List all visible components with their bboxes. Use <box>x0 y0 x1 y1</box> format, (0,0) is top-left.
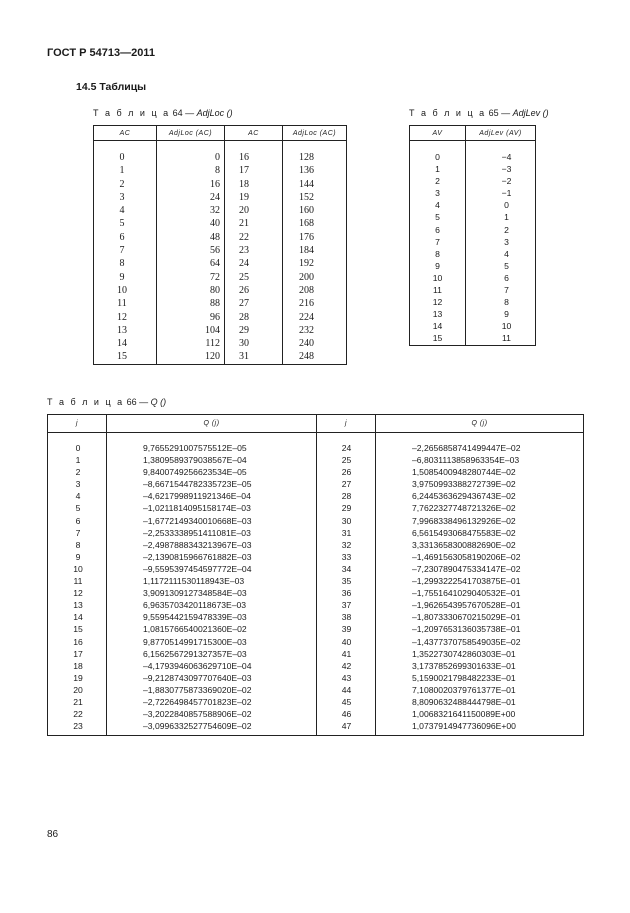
table66-cell-j: 12 <box>73 588 83 599</box>
table66-cell-q: 3,9091309127348584E–03 <box>143 588 247 599</box>
table64-cell-ac: 22 <box>239 231 249 243</box>
table66-cell-j-column <box>317 442 375 732</box>
table65-caption <box>409 108 549 118</box>
table66-cell-q: –3,0996332527754609E–02 <box>143 721 252 732</box>
table66-cell-j: 16 <box>73 636 83 647</box>
table64-cell-ac: 2 <box>119 178 125 190</box>
page-number: 86 <box>47 829 59 840</box>
table65-cell-av: 8 <box>435 248 440 259</box>
table64-cell-ac: 26 <box>239 284 249 296</box>
table66-cell-q: –1,8830775873369020E–02 <box>143 684 252 695</box>
table65-cell-adjlev: 2 <box>504 224 509 235</box>
table66-cell-q: 9,8770514991715300E–03 <box>143 636 247 647</box>
table65-cell-adjlev: −2 <box>501 176 512 187</box>
table65-cell-av: 3 <box>435 188 440 199</box>
table66-cell-j: 36 <box>341 588 352 599</box>
table66-cell-q: 1,3809589379038567E–04 <box>143 455 247 466</box>
table66-header-j-1: j <box>48 415 107 433</box>
table66-header-j-2: j <box>317 415 376 433</box>
table66-cell-q: –1,6772149340010668E–03 <box>143 515 252 526</box>
table64-cell-ac: 3 <box>119 191 125 203</box>
table65-caption-rest: 65 — <box>486 108 513 118</box>
table65-cell-adjlev-column <box>466 151 535 345</box>
table66-cell-j: 42 <box>341 660 352 671</box>
table64-header-row <box>94 126 347 141</box>
table64-cell-ac: 25 <box>239 271 249 283</box>
table64-cell-adjloc: 8 <box>215 165 220 177</box>
table65-header-adjlev: AdjLev (AV) <box>466 126 536 141</box>
table66-cell-j: 39 <box>341 624 352 635</box>
table66-cell-j: 20 <box>73 684 83 695</box>
table64-cell-adjloc: 72 <box>210 271 220 283</box>
table64-cell-ac: 29 <box>239 324 249 336</box>
table66-cell-q: –1,2993222541703875E–01 <box>412 576 521 587</box>
table66-cell-j: 17 <box>73 648 83 659</box>
table65-col-adjlev <box>466 141 536 346</box>
table66-cell-j: 13 <box>73 600 83 611</box>
table64-cell-ac: 15 <box>117 351 127 363</box>
table65 <box>409 125 536 346</box>
table66-cell-j: 9 <box>75 551 81 562</box>
table66-cell-j: 6 <box>75 515 81 526</box>
table65-header-row <box>410 126 536 141</box>
table66-cell-j: 5 <box>75 503 81 514</box>
table66-cell-j: 10 <box>73 563 83 574</box>
table66-cell-q: 6,2445363629436743E–02 <box>412 491 516 502</box>
table66-cell-q: 7,1080020379761377E–01 <box>412 684 516 695</box>
table66-cell-q: –8,6671544782335723E–05 <box>143 479 252 490</box>
table66-cell-q: 1,3522730742860303E–01 <box>412 648 516 659</box>
table66 <box>47 414 584 736</box>
table66-cell-q: 5,1590021798482233E–01 <box>412 672 516 683</box>
table66-cell-q: –1,7551641029040532E–01 <box>412 588 521 599</box>
table66-cell-j: 32 <box>341 539 352 550</box>
table66-cell-q: 1,0737914947736096E+00 <box>412 721 516 732</box>
table65-cell-adjlev: 6 <box>504 272 509 283</box>
table66-cell-j: 44 <box>341 684 352 695</box>
section-title: 14.5 Таблицы <box>76 81 147 93</box>
table66-cell-q: 3,1737852699301633E–01 <box>412 660 516 671</box>
table66-cell-q: –2,2533338951411081E–03 <box>143 527 251 538</box>
table66-caption-prefix: Т а б л и ц а <box>47 397 125 407</box>
table64-header-adjloc-1: AdjLoc (AC) <box>157 126 225 141</box>
table64-cell-adjloc: 88 <box>210 298 220 310</box>
table66-cell-q: –2,7226498457701823E–02 <box>143 696 252 707</box>
table66-cell-q: –6,8031113858963354E–03 <box>412 455 520 466</box>
table64-cell-ac: 14 <box>117 338 127 350</box>
table65-cell-adjlev: 10 <box>501 321 512 332</box>
table65-cell-adjlev: −1 <box>501 188 512 199</box>
table64-cell-adjloc: 56 <box>210 245 220 257</box>
table66-cell-j: 19 <box>73 672 83 683</box>
table64-cell-adjloc: 48 <box>210 231 220 243</box>
table66-cell-j: 18 <box>73 660 83 671</box>
table66-cell-j: 41 <box>341 648 352 659</box>
table64-cell-adjloc: 160 <box>299 205 314 217</box>
table64-cell-ac: 23 <box>239 245 249 257</box>
table66-cell-q: 1,1172111530118943E–03 <box>143 576 245 587</box>
table66-cell-j: 37 <box>341 600 352 611</box>
table64-caption-prefix: Т а б л и ц а <box>93 108 171 118</box>
table65-cell-av: 0 <box>435 152 440 162</box>
table66-cell-j: 28 <box>341 491 352 502</box>
table66-cell-q-column <box>376 442 583 732</box>
table64-cell-adjloc: 200 <box>299 271 314 283</box>
table64-cell-ac: 10 <box>117 284 127 296</box>
table66-cell-q: –2,2656858741499447E–02 <box>412 443 521 453</box>
table64-cell-ac: 27 <box>239 298 249 310</box>
table65-cell-adjlev: 0 <box>504 200 509 211</box>
table66-header-q-2: Q (j) <box>376 415 584 433</box>
table66-header-q-1: Q (j) <box>107 415 317 433</box>
table66-cell-q: –1,2097653136035738E–01 <box>412 624 521 635</box>
table66-cell-q: 6,9635703420118673E–03 <box>143 600 247 611</box>
table65-cell-av: 6 <box>435 224 440 235</box>
table65-cell-av: 1 <box>435 164 440 175</box>
table64-cell-ac: 18 <box>239 178 249 190</box>
table66-cell-q: 1,5085400948280744E–02 <box>412 467 516 478</box>
table64-col-adjloc-1 <box>157 141 225 365</box>
table66-cell-q: –2,1390815966761882E–03 <box>143 551 252 562</box>
table66-cell-j: 40 <box>341 636 352 647</box>
table64 <box>93 125 347 365</box>
table64-cell-adjloc: 0 <box>215 152 220 163</box>
table64-cell-adjloc: 224 <box>299 311 314 323</box>
table66-cell-q: 3,3313658300882690E–02 <box>412 539 516 550</box>
table64-cell-adjloc: 152 <box>299 191 314 203</box>
table66-col-q-1 <box>107 433 317 736</box>
table64-cell-adjloc: 104 <box>205 324 220 336</box>
table66-cell-j: 14 <box>73 612 83 623</box>
table66-cell-j: 43 <box>341 672 352 683</box>
table64-header-adjloc-2: AdjLoc (AC) <box>283 126 347 141</box>
table65-col-av <box>410 141 466 346</box>
table66-cell-j: 33 <box>341 551 352 562</box>
table66-cell-q: 9,7655291007575512E–05 <box>143 443 247 453</box>
table65-cell-adjlev: 5 <box>504 260 509 271</box>
table64-cell-adjloc: 80 <box>210 284 220 296</box>
table66-cell-j: 21 <box>73 696 83 707</box>
table64-cell-adjloc: 112 <box>205 338 220 350</box>
table65-cell-adjlev: −3 <box>501 164 512 175</box>
table64-cell-adjloc: 64 <box>210 258 220 270</box>
table65-cell-adjlev: 1 <box>504 212 509 223</box>
table65-cell-adjlev: 7 <box>504 285 509 296</box>
table64-cell-ac: 7 <box>119 245 125 257</box>
table64-cell-adjloc: 120 <box>205 351 220 363</box>
table64-cell-ac: 11 <box>117 298 127 310</box>
table64-cell-ac: 1 <box>119 165 125 177</box>
table66-cell-q: –9,5595397454597772E–04 <box>143 563 252 574</box>
table64-body <box>94 141 347 365</box>
table66-cell-j-column <box>48 442 106 732</box>
table64-cell-ac: 4 <box>119 205 125 217</box>
table64-cell-adjloc: 168 <box>299 218 314 230</box>
table66-cell-j: 4 <box>75 491 81 502</box>
table66-cell-q: 6,5615493068475583E–02 <box>412 527 516 538</box>
table65-header-av: AV <box>410 126 466 141</box>
table66-cell-j: 2 <box>75 467 81 478</box>
table65-cell-adjlev: 8 <box>504 297 509 308</box>
table66-cell-j: 45 <box>341 696 352 707</box>
table64-col-ac-1 <box>94 141 157 365</box>
table65-cell-av: 13 <box>432 309 443 320</box>
table66-cell-q: –1,0211814095158174E–03 <box>143 503 251 514</box>
table66-cell-j: 1 <box>75 455 81 466</box>
table65-cell-adjlev: 9 <box>504 309 509 320</box>
table66-cell-j: 7 <box>75 527 81 538</box>
table65-cell-av: 2 <box>435 176 440 187</box>
table65-cell-adjlev: 3 <box>504 236 509 247</box>
table64-cell-adjloc: 192 <box>299 258 314 270</box>
table66-cell-q: –1,4691563058190206E–02 <box>412 551 521 562</box>
table66-cell-j: 23 <box>73 721 83 732</box>
table64-cell-adjloc: 208 <box>299 284 314 296</box>
table64-header-ac-1: AC <box>94 126 157 141</box>
table64-cell-adjloc: 216 <box>299 298 314 310</box>
table64-cell-ac: 13 <box>117 324 127 336</box>
table64-cell-adjloc: 232 <box>299 324 314 336</box>
table64-caption <box>93 108 233 118</box>
table66-col-q-2 <box>376 433 584 736</box>
table64-cell-adjloc: 176 <box>299 231 314 243</box>
table66-cell-j: 34 <box>341 563 352 574</box>
table66-cell-j: 11 <box>73 576 83 587</box>
table66-cell-q: 8,8090632488444798E–01 <box>412 696 516 707</box>
table65-cell-adjlev: 4 <box>504 248 509 259</box>
table64-cell-ac: 20 <box>239 205 249 217</box>
table66-cell-q: 6,1562567291327357E–03 <box>143 648 247 659</box>
table64-cell-ac-column <box>225 151 282 364</box>
standard-header: ГОСТ Р 54713—2011 <box>47 47 155 59</box>
table66-cell-q: –2,4987888343213967E–03 <box>143 539 252 550</box>
table65-cell-av: 12 <box>432 297 443 308</box>
table66-caption-rest: 66 — <box>124 397 151 407</box>
table66-cell-q: 7,7622327748721326E–02 <box>412 503 516 514</box>
table64-cell-ac: 17 <box>239 165 249 177</box>
table66-cell-j: 35 <box>341 576 352 587</box>
table65-caption-prefix: Т а б л и ц а <box>409 108 487 118</box>
table66-cell-j: 26 <box>341 467 352 478</box>
table65-cell-adjlev: −4 <box>501 152 512 162</box>
table64-cell-ac: 6 <box>119 231 125 243</box>
table64-cell-adjloc: 32 <box>210 205 220 217</box>
table64-cell-adjloc: 240 <box>299 338 314 350</box>
table66-cell-j: 25 <box>341 455 352 466</box>
table64-cell-ac: 12 <box>117 311 127 323</box>
table64-col-ac-2 <box>225 141 283 365</box>
table64-cell-ac: 8 <box>119 258 125 270</box>
table65-cell-adjlev: 11 <box>502 333 511 344</box>
table64-caption-title: AdjLoc () <box>196 108 233 118</box>
table64-cell-adjloc: 184 <box>299 245 314 257</box>
table66-cell-q: 9,8400749256623534E–05 <box>143 467 247 478</box>
table65-cell-av: 9 <box>435 260 440 271</box>
table64-cell-ac: 16 <box>239 152 249 163</box>
table65-cell-av: 4 <box>435 200 440 211</box>
table66-cell-j: 8 <box>75 539 81 550</box>
table66-cell-q: –9,2128743097707640E–03 <box>143 672 252 683</box>
table64-cell-adjloc: 128 <box>299 152 314 163</box>
table64-cell-adjloc-column <box>157 151 224 364</box>
table66-cell-q: –7,2307890475334147E–02 <box>412 563 521 574</box>
table64-cell-ac: 21 <box>239 218 249 230</box>
table66-caption <box>47 397 166 407</box>
table66-cell-q: 7,9968338496132926E–02 <box>412 515 516 526</box>
table66-cell-j: 46 <box>341 709 352 720</box>
table64-cell-ac: 9 <box>119 271 125 283</box>
table66-col-j-1 <box>48 433 107 736</box>
table66-cell-j: 30 <box>341 515 352 526</box>
table66-cell-q: –4,6217998911921346E–04 <box>143 491 251 502</box>
table66-cell-j: 47 <box>341 721 352 732</box>
table66-cell-j: 27 <box>341 479 352 490</box>
table66-cell-q: 9,5595442159478339E–03 <box>143 612 247 623</box>
table64-col-adjloc-2 <box>283 141 347 365</box>
table64-cell-adjloc: 96 <box>210 311 220 323</box>
table65-cell-av: 14 <box>432 321 443 332</box>
table66-cell-j: 3 <box>75 479 81 490</box>
table64-cell-adjloc: 136 <box>299 165 314 177</box>
table66-cell-j: 24 <box>341 443 352 453</box>
table66-cell-q: 3,9750993388272739E–02 <box>412 479 516 490</box>
table64-cell-ac: 5 <box>119 218 125 230</box>
table64-cell-adjloc-column <box>283 151 346 364</box>
table64-cell-adjloc: 248 <box>299 351 314 363</box>
table64-caption-rest: 64 — <box>170 108 197 118</box>
table66-cell-j: 22 <box>73 709 83 720</box>
table64-cell-ac: 19 <box>239 191 249 203</box>
table66-cell-j: 15 <box>73 624 83 635</box>
table66-col-j-2 <box>317 433 376 736</box>
table65-cell-av: 11 <box>433 285 442 296</box>
table64-cell-adjloc: 40 <box>210 218 220 230</box>
table66-header-row <box>48 415 584 433</box>
table66-cell-q: 1,0815766540021360E–02 <box>143 624 247 635</box>
table66-cell-q: –1,9626543957670528E–01 <box>412 600 521 611</box>
table64-cell-ac: 31 <box>239 351 249 363</box>
table66-caption-title: Q () <box>150 397 167 407</box>
table65-cell-av: 5 <box>435 212 440 223</box>
table64-header-ac-2: AC <box>225 126 283 141</box>
table66-cell-j: 29 <box>341 503 352 514</box>
table64-cell-ac: 30 <box>239 338 249 350</box>
table65-cell-av-column <box>410 151 465 345</box>
table65-cell-av: 15 <box>432 333 443 344</box>
table65-cell-av: 10 <box>432 272 443 283</box>
table64-cell-adjloc: 24 <box>210 191 220 203</box>
table66-cell-q: –4,1793946063629710E–04 <box>143 660 252 671</box>
table64-cell-ac: 24 <box>239 258 249 270</box>
table65-caption-title: AdjLev () <box>512 108 549 118</box>
table65-cell-av: 7 <box>435 236 440 247</box>
table64-cell-adjloc: 144 <box>299 178 314 190</box>
table66-cell-q-column <box>107 442 316 732</box>
table64-cell-ac: 0 <box>119 152 125 163</box>
table66-cell-q: –3,2022840857588906E–02 <box>143 709 252 720</box>
table64-cell-adjloc: 16 <box>210 178 220 190</box>
table66-cell-j: 38 <box>341 612 352 623</box>
table66-cell-j: 0 <box>75 443 81 453</box>
table65-body <box>410 141 536 346</box>
table66-cell-q: –1,8073330670215029E–01 <box>412 612 521 623</box>
table64-cell-ac: 28 <box>239 311 249 323</box>
table66-cell-q: 1,0068321641150089E+00 <box>412 709 516 720</box>
table66-cell-q: –1,4377370758549035E–02 <box>412 636 521 647</box>
table66-body <box>48 433 584 736</box>
table66-cell-j: 31 <box>341 527 352 538</box>
table64-cell-ac-column <box>94 151 156 364</box>
